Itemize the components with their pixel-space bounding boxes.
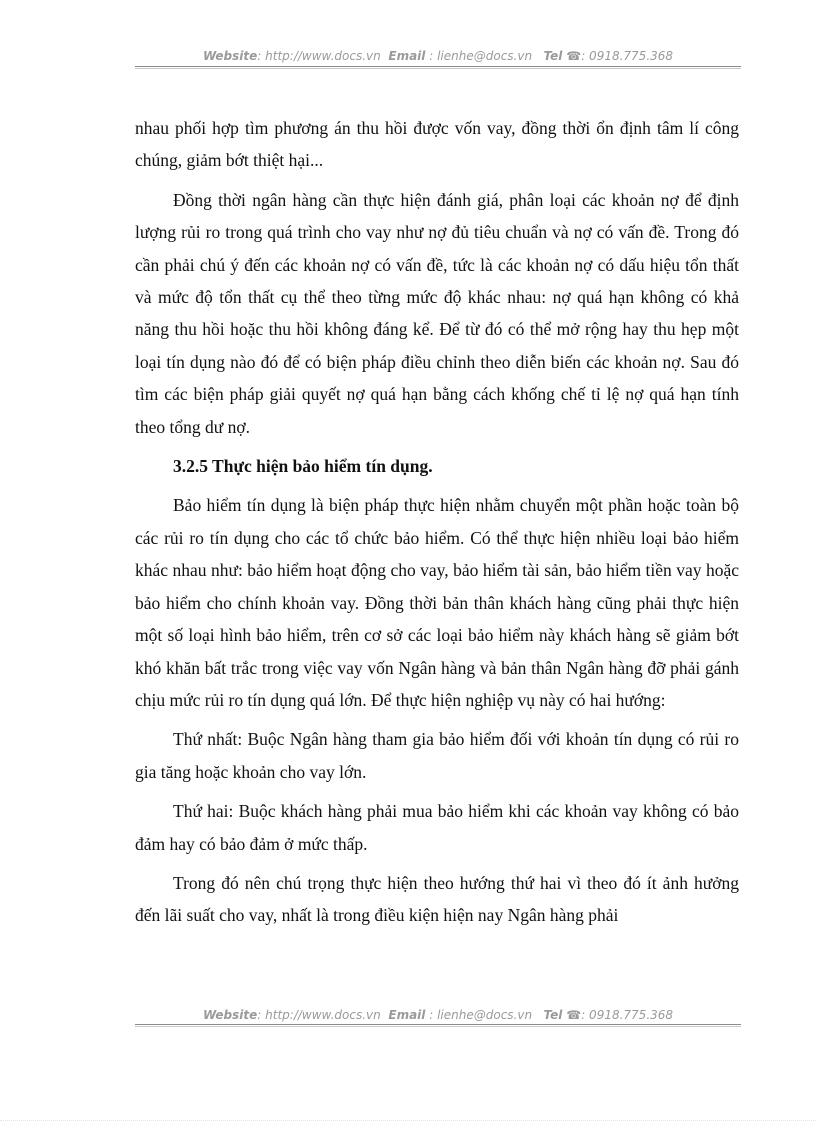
footer-email-label: Email	[388, 1008, 426, 1022]
page-footer	[135, 1007, 741, 1023]
footer-email-address[interactable]: : lienhe@docs.vn	[429, 1008, 533, 1022]
paragraph-debt-classification: Đồng thời ngân hàng cần thực hiện đánh giá, phân loại các khoản nợ để định lượng rủi ro trong quá trình cho vay như nợ đủ tiêu chuẩn và nợ có vấn đề. Trong đó cần phải chú ý đến các khoản nợ có vấn đề, tức là các khoản nợ có dấu hiệu tổn thất và mức độ tổn thất cụ thể theo từng mức độ khác nhau: nợ quá hạn không có khả năng thu hồi hoặc thu hồi không đáng kể. Để từ đó có thể mở rộng hay thu hẹp một loại tín dụng nào đó để có biện pháp điều chỉnh theo diễn biến các khoản nợ. Sau đó tìm các biện pháp giải quyết nợ quá hạn bằng cách khống chế tỉ lệ nợ quá hạn tính theo tổng dư nợ.	[135, 189, 739, 437]
email-label: Email	[388, 49, 426, 63]
header-divider	[135, 66, 741, 67]
document-body	[135, 112, 739, 939]
footer-website-label: Website	[202, 1008, 258, 1022]
website-url[interactable]: : http://www.docs.vn	[257, 49, 381, 63]
website-label: Website	[202, 49, 258, 63]
tel-number: : 0918.775.368	[581, 49, 674, 63]
email-address[interactable]: : lienhe@docs.vn	[429, 49, 533, 63]
footer-website-url[interactable]: : http://www.docs.vn	[257, 1008, 381, 1022]
paragraph-second-direction: Thứ hai: Buộc khách hàng phải mua bảo hiểm khi các khoản vay không có bảo đảm hay có bảo đảm ở mức thấp.	[135, 801, 739, 854]
paragraph-credit-insurance: Bảo hiểm tín dụng là biện pháp thực hiện nhằm chuyển một phần hoặc toàn bộ các rủi ro tín dụng cho các tổ chức bảo hiểm. Có thể thực hiện nhiều loại bảo hiểm khác nhau như: bảo hiểm hoạt động cho vay, bảo hiểm tài sản, bảo hiểm tiền vay hoặc bảo hiểm cho chính khoản vay. Đồng thời bản thân khách hàng cũng phải thực hiện một số loại hình bảo hiểm, trên cơ sở các loại bảo hiểm này khách hàng sẽ giảm bớt khó khăn bất trắc trong việc vay vốn Ngân hàng và bản thân Ngân hàng đỡ phải gánh chịu mức rủi ro tín dụng quá lớn. Để thực hiện nghiệp vụ này có hai hướng:	[135, 495, 739, 710]
phone-icon: ☎	[566, 49, 582, 63]
footer-tel-number: : 0918.775.368	[581, 1008, 674, 1022]
section-heading: 3.2.5 Thực hiện bảo hiểm tín dụng.	[173, 456, 433, 477]
footer-divider	[135, 1024, 741, 1025]
page-header	[135, 48, 741, 64]
tel-label: Tel	[543, 49, 563, 63]
paragraph-conclusion: Trong đó nên chú trọng thực hiện theo hướng thứ hai vì theo đó ít ảnh hưởng đến lãi suất cho vay, nhất là trong điều kiện hiện nay Ngân hàng phải	[135, 872, 739, 926]
paragraph-continuation: nhau phối hợp tìm phương án thu hồi được vốn vay, đồng thời ổn định tâm lí công chúng, giảm bớt thiệt hại...	[135, 118, 739, 171]
footer-divider-secondary	[135, 1026, 741, 1027]
header-divider-secondary	[135, 68, 741, 69]
footer-tel-label: Tel	[543, 1008, 563, 1022]
footer-phone-icon: ☎	[566, 1008, 582, 1022]
paragraph-first-direction: Thứ nhất: Buộc Ngân hàng tham gia bảo hiểm đối với khoản tín dụng có rủi ro gia tăng hoặc khoản cho vay lớn.	[135, 729, 739, 782]
page-edge-line	[0, 1120, 816, 1121]
